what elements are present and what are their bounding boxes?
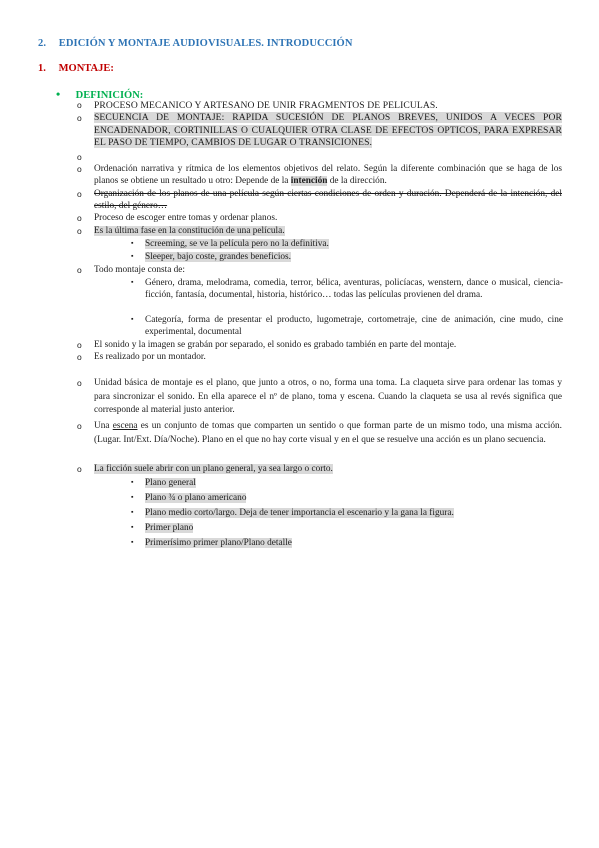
sublist-marker: ▪ (131, 239, 134, 247)
list-item: Proceso de escoger entre tomas y ordenar planos. (94, 213, 278, 223)
sublist-marker: ▪ (131, 315, 134, 323)
list-marker: o (77, 421, 82, 431)
list-item: SECUENCIA DE MONTAJE: RAPIDA SUCESIÓN DE PLANOS BREVES, UNIDOS A VECES POR ENCADENADOR, CORTINILLAS O CUALQUIER OTRA CLASE DE EFECTOS OPTICOS, PARA EXPRESAR EL PASO DE TIEMPO, CAMBIOS DE LUGAR O TRANSICIONES. (94, 112, 562, 149)
sublist-marker: ▪ (131, 508, 134, 516)
list-marker: o (77, 113, 82, 123)
sublist-marker: ▪ (131, 278, 134, 286)
montaje-title: MONTAJE: (58, 63, 114, 74)
list-marker: o (77, 464, 82, 474)
list-item: Es la última fase en la constitución de una película. (94, 226, 285, 236)
definition-title: DEFINICIÓN: (75, 90, 144, 101)
list-item: Unidad básica de montaje es el plano, que junto a otros, o no, forma una toma. La claqueta sirve para ordenar las tomas y para sincronizar el sonido. En ella aparece el nº de plano, toma y escena. Cuando la claqueta se usa al revés significa que corresponde al material justo anterior. (94, 378, 562, 416)
sublist-item: Plano ¾ o plano americano (145, 493, 247, 503)
montaje-number: 1. (38, 63, 46, 74)
sublist-item: Plano general (145, 478, 196, 488)
list-marker: o (77, 340, 82, 350)
sublist-item: Plano medio corto/largo. Deja de tener importancia el escenario y la gana la figura. (145, 508, 454, 518)
list-marker: o (77, 213, 82, 223)
section-heading (38, 38, 578, 49)
sublist-marker: ▪ (131, 478, 134, 486)
sublist-marker: ▪ (131, 538, 134, 546)
list-marker: o (77, 164, 82, 174)
sublist-item: Primer plano (145, 523, 194, 533)
sublist-marker: ▪ (131, 523, 134, 531)
list-item: Es realizado por un montador. (94, 352, 206, 362)
list-marker: o (77, 152, 82, 162)
definition-bullet: • (56, 87, 61, 101)
section-title: EDICIÓN Y MONTAJE AUDIOVISUALES. INTRODUCCIÓN (58, 38, 353, 49)
sublist-marker: ▪ (131, 252, 134, 260)
montaje-heading (38, 63, 578, 74)
list-marker: o (77, 265, 82, 275)
list-item: El sonido y la imagen se grabán por separado, el sonido es grabado también en parte del montaje. (94, 340, 457, 350)
list-item: Organización de los planos de una película según ciertas condiciones de orden y duración. Dependerá de la intención, del estilo, del género… (94, 189, 562, 212)
sublist-marker: ▪ (131, 493, 134, 501)
list-marker: o (77, 100, 82, 110)
sublist-item: Género, drama, melodrama, comedia, terror, bélica, aventuras, policíacas, wenstern, dance o musical, ciencia-ficción, fantasía, documental, historia, histórico… todas las películas provienen del drama. (145, 278, 563, 301)
list-item: Ordenación narrativa y rítmica de los elementos objetivos del relato. Según la diferente combinación que se haga de los planos se obtiene un resultado u otro: Depende de la intención de la dirección. (94, 164, 562, 187)
list-item: Una escena es un conjunto de tomas que comparten un sentido o que forman parte de un mismo todo, una misma acción. (Lugar. Int/Ext. Día/Noche). Plano en el que no hay corte visual y en el que se resuelve una acción es un plano secuencia. (94, 421, 562, 445)
list-marker: o (77, 378, 82, 388)
list-marker: o (77, 189, 82, 199)
list-marker: o (77, 226, 82, 236)
list-marker: o (77, 352, 82, 362)
sublist-item: Primerísimo primer plano/Plano detalle (145, 538, 292, 548)
sublist-item: Screeming, se ve la película pero no la definitiva. (145, 239, 329, 249)
sublist-item: Categoría, forma de presentar el producto, lugometraje, cortometraje, cine de animación, cine mudo, cine experimental, documental (145, 315, 563, 338)
list-item: La ficción suele abrir con un plano general, ya sea largo o corto. (94, 464, 333, 474)
section-number: 2. (38, 38, 47, 49)
list-item: Todo montaje consta de: (94, 265, 186, 275)
list-item: PROCESO MECANICO Y ARTESANO DE UNIR FRAGMENTOS DE PELICULAS. (94, 100, 438, 111)
sublist-item: Sleeper, bajo coste, grandes beneficios. (145, 252, 291, 262)
